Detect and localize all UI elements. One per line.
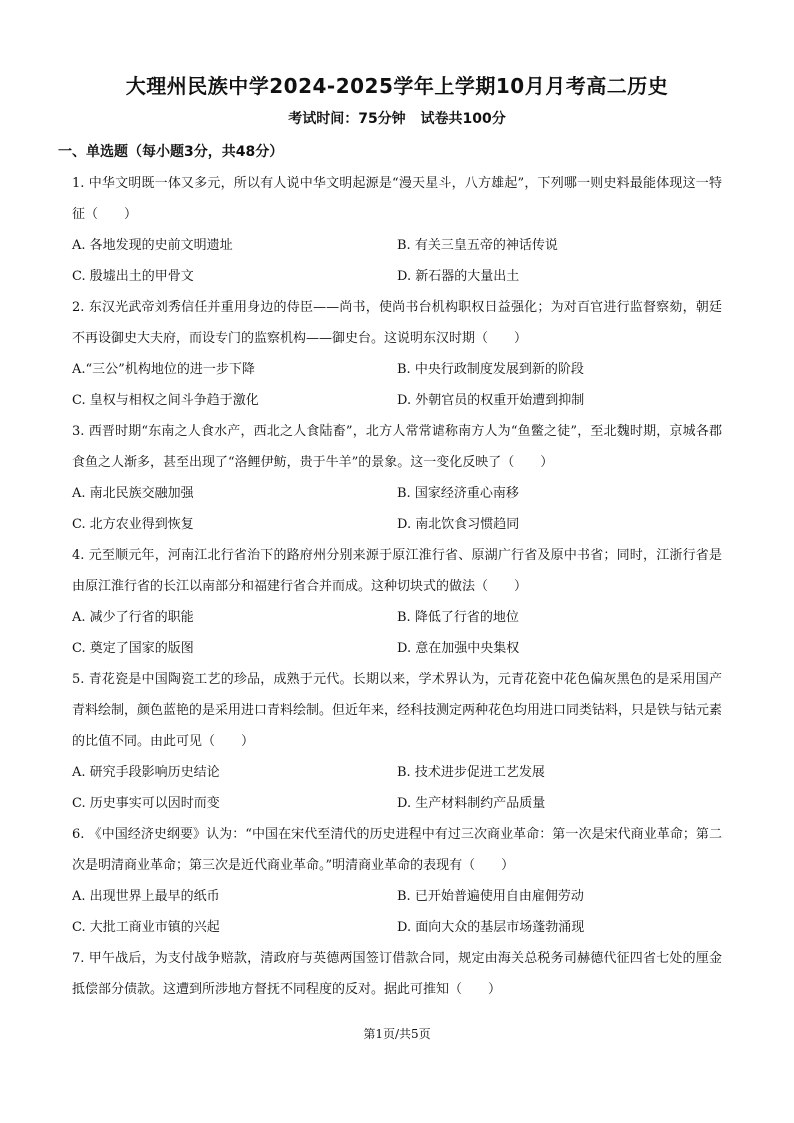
question-stem: 1. 中华文明既一体又多元，所以有人说中华文明起源是“漫天星斗，八方雄起”，下列哪一则史料最能体现这一特征（ ）	[72, 176, 722, 222]
option-c: C. 殷墟出土的甲骨文	[72, 269, 194, 284]
option-d: D. 面向大众的基层市场蓬勃涌现	[397, 920, 585, 935]
option-b: B. 中央行政制度发展到新的阶段	[397, 362, 584, 377]
option-b: B. 技术进步促进工艺发展	[397, 765, 545, 780]
option-b: B. 降低了行省的地位	[397, 610, 519, 625]
option-b: B. 已开始普遍使用自由雇佣劳动	[397, 889, 584, 904]
option-c: C. 历史事实可以因时而变	[72, 796, 220, 811]
question-1	[72, 168, 722, 292]
option-a: A. 各地发现的史前文明遗址	[72, 238, 233, 253]
option-a: A. 出现世界上最早的纸币	[72, 889, 220, 904]
option-b: B. 国家经济重心南移	[397, 486, 519, 501]
question-list	[72, 168, 722, 1005]
section-heading: 一、单选题（每小题3分，共48分）	[58, 144, 284, 160]
option-b: B. 有关三皇五帝的神话传说	[397, 238, 558, 253]
question-stem: 4. 元至顺元年，河南江北行省治下的路府州分别来源于原江淮行省、原湖广行省及原中书省；同时，江浙行省是由原江淮行省的长江以南部分和福建行省合并而成。这种切块式的做法（ ）	[72, 548, 722, 594]
options	[72, 757, 722, 819]
option-d: D. 新石器的大量出土	[397, 269, 520, 284]
option-d: D. 外朝官员的权重开始遭到抑制	[397, 393, 585, 408]
option-c: C. 皇权与相权之间斗争趋于激化	[72, 393, 259, 408]
question-7	[72, 943, 722, 1005]
option-a: A. 减少了行省的职能	[72, 610, 194, 625]
options	[72, 230, 722, 292]
question-2	[72, 292, 722, 416]
option-c: C. 北方农业得到恢复	[72, 517, 194, 532]
question-3	[72, 416, 722, 540]
question-stem: 3. 西晋时期“东南之人食水产，西北之人食陆畜”，北方人常常谑称南方人为“鱼鳖之徒”，至北魏时期，京城各郡食鱼之人渐多，甚至出现了“洛鲤伊鲂，贵于牛羊”的景象。这一变化反映了（ ）	[72, 424, 722, 470]
page-number: 第1页/共5页	[363, 1027, 431, 1041]
option-d: D. 南北饮食习惯趋同	[397, 517, 520, 532]
option-c: C. 奠定了国家的版图	[72, 641, 194, 656]
options	[72, 478, 722, 540]
option-d: D. 生产材料制约产品质量	[397, 796, 546, 811]
question-stem: 6. 《中国经济史纲要》认为：“中国在宋代至清代的历史进程中有过三次商业革命：第一次是宋代商业革命；第二次是明清商业革命；第三次是近代商业革命。”明清商业革命的表现有（ ）	[72, 827, 722, 873]
exam-subtitle: 考试时间：75分钟 试卷共100分	[288, 111, 506, 127]
option-a: A. 研究手段影响历史结论	[72, 765, 220, 780]
options	[72, 354, 722, 416]
question-stem: 7. 甲午战后，为支付战争赔款，清政府与英德两国签订借款合同，规定由海关总税务司赫德代征四省七处的厘金抵偿部分债款。这遭到所涉地方督抚不同程度的反对。据此可推知（ ）	[72, 951, 722, 997]
question-stem: 2. 东汉光武帝刘秀信任并重用身边的侍臣——尚书，使尚书台机构职权日益强化；为对百官进行监督察劾，朝廷不再设御史大夫府，而设专门的监察机构——御史台。这说明东汉时期（ ）	[72, 300, 722, 346]
question-4	[72, 540, 722, 664]
question-6	[72, 819, 722, 943]
question-5	[72, 664, 722, 819]
option-d: D. 意在加强中央集权	[397, 641, 520, 656]
option-a: A. 南北民族交融加强	[72, 486, 194, 501]
question-stem: 5. 青花瓷是中国陶瓷工艺的珍品，成熟于元代。长期以来，学术界认为，元青花瓷中花色偏灰黑色的是采用国产青料绘制，颜色蓝艳的是采用进口青料绘制。但近年来，经科技测定两种花色均用进口同类钴料，只是铁与钴元素的比值不同。由此可见（ ）	[72, 672, 723, 749]
options	[72, 881, 722, 943]
options	[72, 602, 722, 664]
exam-title: 大理州民族中学2024-2025学年上学期10月月考高二历史	[125, 74, 669, 98]
option-c: C. 大批工商业市镇的兴起	[72, 920, 220, 935]
option-a: A.“三公”机构地位的进一步下降	[72, 362, 255, 377]
